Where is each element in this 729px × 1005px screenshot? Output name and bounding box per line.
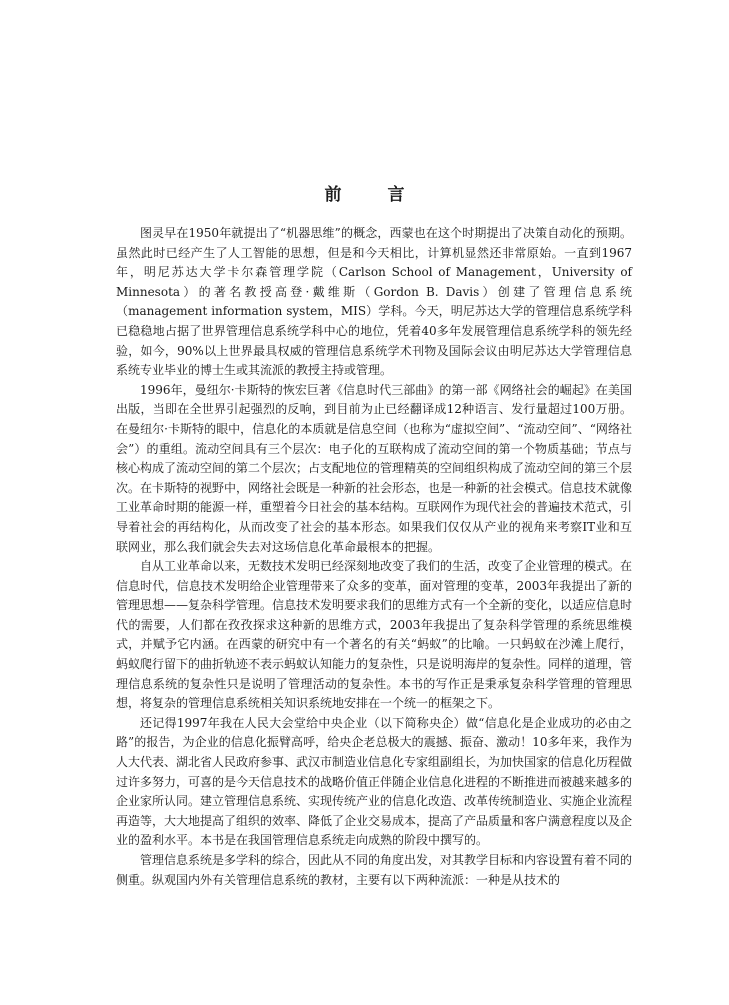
paragraph-3: 自从工业革命以来，无数技术发明已经深刻地改变了我们的生活，改变了企业管理的模式。在信息时代，信息技术发明给企业管理带来了众多的变革，面对管理的变革，2003年我提出了新的管理思想——复杂科学管理。信息技术发明要求我们的思维方式有一个全新的变化，以适应信息时代的需要，人们都在孜孜探求这种新的思维方式，2003年我提出了复杂科学管理的系统思维模式，并赋予它内涵。在西蒙的研究中有一个著名的有关“蚂蚁”的比喻。一只蚂蚁在沙滩上爬行，蚂蚁爬行留下的曲折轨迹不表示蚂蚁认知能力的复杂性，只是说明海岸的复杂性。同样的道理，管理信息系统的复杂性只是说明了管理活动的复杂性。本书的写作正是秉承复杂科学管理的管理思想，将复杂的管理信息系统相关知识系统地安排在一个统一的框架之下。 [116,559,633,711]
page-title [0,180,729,205]
paragraph-2: 1996年，曼纽尔·卡斯特的恢宏巨著《信息时代三部曲》的第一部《网络社会的崛起》在美国出版，当即在全世界引起强烈的反响，到目前为止已经翻译成12种语言、发行量超过100万册。在曼纽尔·卡斯特的眼中，信息化的本质就是信息空间（也称为“虚拟空间”、“流动空间”、“网络社会”）的重组。流动空间具有三个层次：电子化的互联构成了流动空间的第一个物质基础；节点与核心构成了流动空间的第二个层次；占支配地位的管理精英的空间组织构成了流动空间的第三个层次。在卡斯特的视野中，网络社会既是一种新的社会形态，也是一种新的社会模式。信息技术就像工业革命时期的能源一样，重塑着今日社会的基本结构。互联网作为现代社会的普遍技术范式，引导着社会的再结构化，从而改变了社会的基本形态。如果我们仅仅从产业的视角来考察IT业和互联网业，那么我们就会失去对这场信息化革命最根本的把握。 [116,382,633,554]
paragraph-5: 管理信息系统是多学科的综合，因此从不同的角度出发，对其教学目标和内容设置有着不同的侧重。纵观国内外有关管理信息系统的教材，主要有以下两种流派：一种是从技术的 [116,853,633,887]
paragraph-1: 图灵早在1950年就提出了“机器思维”的概念，西蒙也在这个时期提出了决策自动化的预期。虽然此时已经产生了人工智能的思想，但是和今天相比，计算机显然还非常原始。一直到1967年，明尼苏达大学卡尔森管理学院（Carlson School of Management，University of Minnesota）的著名教授高登·戴维斯（Gordon B. Davis）创建了管理信息系统（management information system，MIS）学科。今天，明尼苏达大学的管理信息系统学科已稳稳地占据了世界管理信息系统学科中心的地位，凭着40多年发展管理信息系统学科的领先经验，如今，90%以上世界最具权威的管理信息系统学术刊物及国际会议由明尼苏达大学管理信息系统专业毕业的博士生或其流派的教授主持或管理。 [116,226,632,378]
paragraph-4: 还记得1997年我在人民大会堂给中央企业（以下简称央企）做“信息化是企业成功的必由之路”的报告，为企业的信息化振臂高呼，给央企老总极大的震撼、振奋、激动！10多年来，我作为人大代表、湖北省人民政府参事、武汉市制造业信息化专家组副组长，为加快国家的信息化历程做过许多努力，可喜的是今天信息技术的战略价值正伴随企业信息化进程的不断推进而被越来越多的企业家所认同。建立管理信息系统、实现传统产业的信息化改造、改革传统制造业、实施企业流程再造等，大大地提高了组织的效率、降低了企业交易成本，提高了产品质量和客户满意程度以及企业的盈利水平。本书是在我国管理信息系统走向成熟的阶段中撰写的。 [116,715,633,848]
preface-body [116,224,632,890]
title-char-1: 前 [324,185,342,205]
title-char-2: 言 [387,185,405,205]
